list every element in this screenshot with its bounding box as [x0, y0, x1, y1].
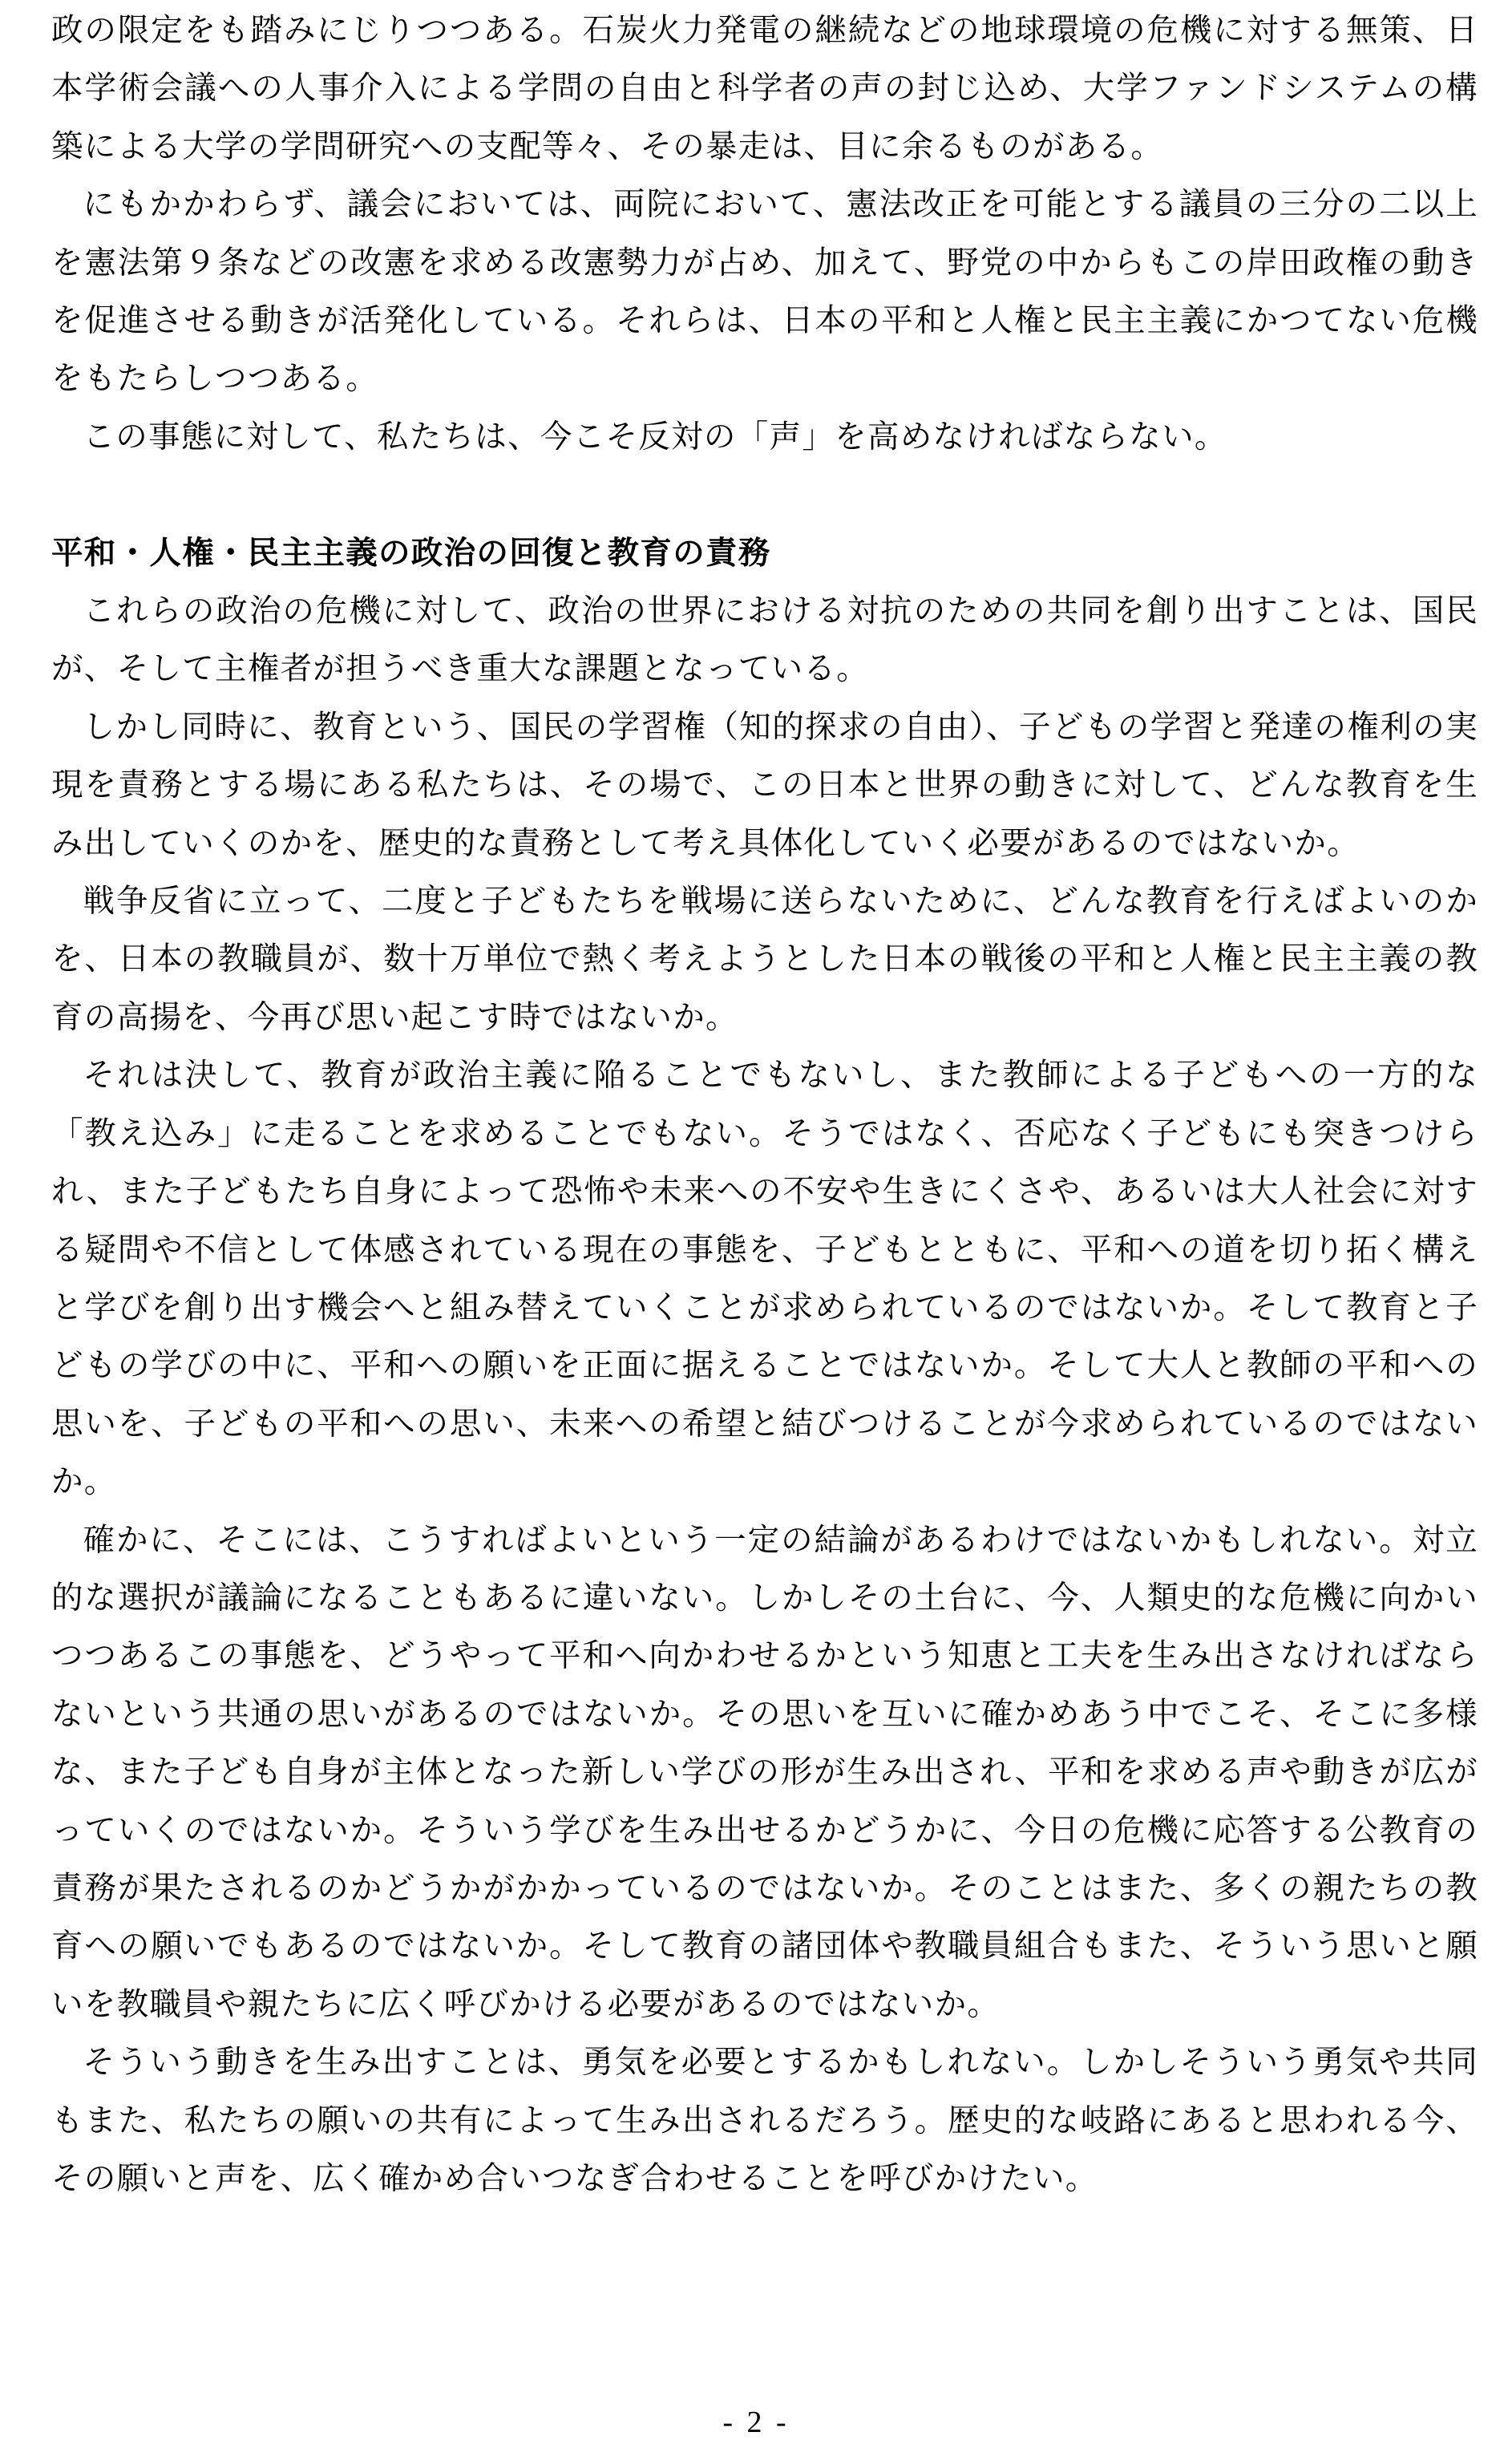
page-number: - 2 - — [722, 2406, 790, 2439]
paragraph-intro-2: にもかかわらず、議会においては、両院において、憲法改正を可能とする議員の三分の二以上を憲法第９条などの改憲を求める改憲勢力が占め、加えて、野党の中からもこの岸田政権の動きを促進させる動きが活発化している。それらは、日本の平和と人権と民主主義にかつてない危機をもたらしつつある。 — [51, 186, 1478, 398]
paragraph-section-6: そういう動きを生み出すことは、勇気を必要とするかもしれない。しかしそういう勇気や共同もまた、私たちの願いの共有によって生み出されるだろう。歴史的な岐路にあると思われる今、その願いと声を、広く確かめ合いつなぎ合わせることを呼びかけたい。 — [51, 2044, 1478, 2198]
paragraph-intro-1: 政の限定をも踏みにじりつつある。石炭火力発電の継続などの地球環境の危機に対する無策、日本学術会議への人事介入による学問の自由と科学者の声の封じ込め、大学ファンドシステムの構築による大学の学問研究への支配等々、その暴走は、目に余るものがある。 — [51, 12, 1478, 165]
paragraph-section-5: 確かに、そこには、こうすればよいという一定の結論があるわけではないかもしれない。対立的な選択が議論になることもあるに違いない。しかしその土台に、今、人類史的な危機に向かいつつあるこの事態を、どうやって平和へ向かわせるかという知恵と工夫を生み出さなければならないという共通の思いがあるのではないか。その思いを互いに確かめあう中でこそ、そこに多様な、また子ども自身が主体となった新しい学びの形が生み出され、平和を求める声や動きが広がっていくのではないか。そういう学びを生み出せるかどうかに、今日の危機に応答する公教育の責務が果たされるのかどうかがかかっているのではないか。そのことはまた、多くの親たちの教育への願いでもあるのではないか。そして教育の諸団体や教職員組合もまた、そういう思いと願いを教職員や親たちに広く呼びかける必要があるのではないか。 — [51, 1521, 1478, 2023]
paragraph-section-2: しかし同時に、教育という、国民の学習権（知的探求の自由）、子どもの学習と発達の権利の実現を責務とする場にある私たちは、その場で、この日本と世界の動きに対して、どんな教育を生み出していくのかを、歴史的な責務として考え具体化していく必要があるのではないか。 — [51, 708, 1478, 862]
paragraph-intro-3: この事態に対して、私たちは、今こそ反対の「声」を高めなければならない。 — [83, 418, 1227, 455]
paragraph-section-3: 戦争反省に立って、二度と子どもたちを戦場に送らないために、どんな教育を行えばよいのかを、日本の教職員が、数十万単位で熱く考えようとした日本の戦後の平和と人権と民主主義の教育の高揚を、今再び思い起こす時ではないか。 — [51, 883, 1478, 1036]
section-heading: 平和・人権・民主主義の政治の回復と教育の責務 — [51, 534, 771, 572]
paragraph-section-4: それは決して、教育が政治主義に陥ることでもないし、また教師による子どもへの一方的な「教え込み」に走ることを求めることでもない。そうではなく、否応なく子どもにも突きつけられ、また子どもたち自身によって恐怖や未来への不安や生きにくさや、あるいは大人社会に対する疑問や不信として体感されている現在の事態を、子どもとともに、平和への道を切り拓く構えと学びを創り出す機会へと組み替えていくことが求められているのではないか。そして教育と子どもの学びの中に、平和への願いを正面に据えることではないか。そして大人と教師の平和への思いを、子どもの平和への思い、未来への希望と結びつけることが今求められているのではないか。 — [51, 1057, 1478, 1501]
blank-line — [51, 466, 1478, 524]
paragraph-section-1: これらの政治の危機に対して、政治の世界における対抗のための共同を創り出すことは、国民が、そして主権者が担うべき重大な課題となっている。 — [51, 593, 1478, 688]
document-body — [51, 2, 1478, 2207]
